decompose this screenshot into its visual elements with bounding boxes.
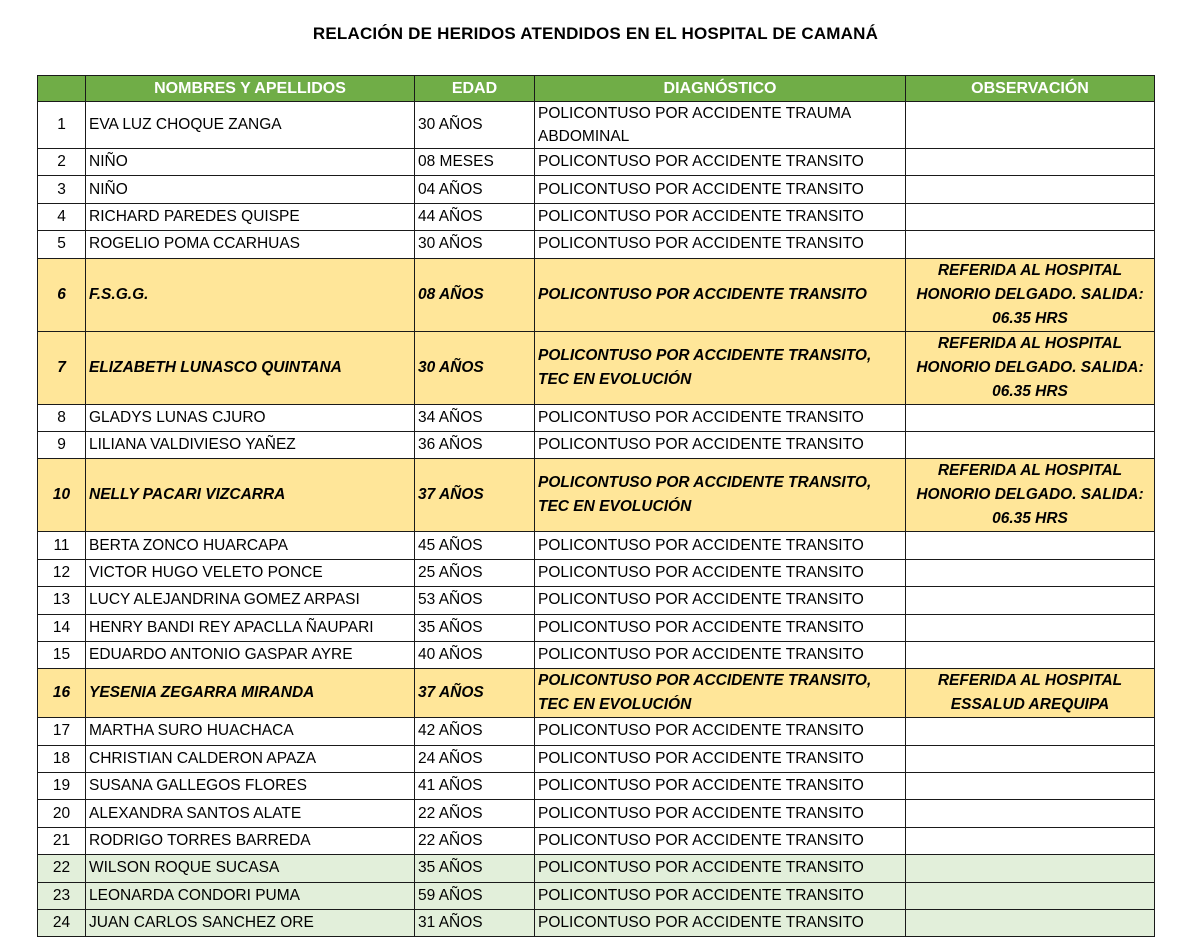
cell-name: F.S.G.G. <box>86 258 415 331</box>
table-row <box>38 669 1155 718</box>
cell-num: 21 <box>38 827 86 854</box>
cell-diagnosis: POLICONTUSO POR ACCIDENTE TRANSITO <box>535 827 906 854</box>
cell-observation <box>906 855 1155 882</box>
cell-diagnosis: POLICONTUSO POR ACCIDENTE TRANSITO <box>535 203 906 230</box>
cell-num: 5 <box>38 231 86 258</box>
cell-num: 11 <box>38 532 86 559</box>
cell-observation: REFERIDA AL HOSPITAL HONORIO DELGADO. SALIDA: 06.35 HRS <box>906 331 1155 404</box>
table-row <box>38 149 1155 176</box>
cell-diagnosis: POLICONTUSO POR ACCIDENTE TRANSITO <box>535 559 906 586</box>
table-row <box>38 258 1155 331</box>
header-observation: OBSERVACIÓN <box>906 76 1155 102</box>
cell-name: BERTA ZONCO HUARCAPA <box>86 532 415 559</box>
cell-observation <box>906 587 1155 614</box>
table-row <box>38 559 1155 586</box>
cell-age: 37 AÑOS <box>415 669 535 718</box>
table-row <box>38 910 1155 937</box>
cell-observation <box>906 910 1155 937</box>
cell-name: VICTOR HUGO VELETO PONCE <box>86 559 415 586</box>
cell-observation <box>906 614 1155 641</box>
cell-name: MARTHA SURO HUACHACA <box>86 718 415 745</box>
cell-num: 16 <box>38 669 86 718</box>
header-num <box>38 76 86 102</box>
cell-observation: REFERIDA AL HOSPITAL HONORIO DELGADO. SALIDA: 06.35 HRS <box>906 459 1155 532</box>
cell-name: JUAN CARLOS SANCHEZ ORE <box>86 910 415 937</box>
page-title: RELACIÓN DE HERIDOS ATENDIDOS EN EL HOSPITAL DE CAMANÁ <box>312 24 879 43</box>
cell-num: 17 <box>38 718 86 745</box>
cell-observation <box>906 404 1155 431</box>
cell-age: 08 MESES <box>415 149 535 176</box>
cell-name: GLADYS LUNAS CJURO <box>86 404 415 431</box>
cell-diagnosis: POLICONTUSO POR ACCIDENTE TRAUMA ABDOMINAL <box>535 102 906 149</box>
cell-diagnosis: POLICONTUSO POR ACCIDENTE TRANSITO <box>535 800 906 827</box>
cell-name: EDUARDO ANTONIO GASPAR AYRE <box>86 641 415 668</box>
cell-name: RICHARD PAREDES QUISPE <box>86 203 415 230</box>
cell-num: 9 <box>38 431 86 458</box>
cell-age: 08 AÑOS <box>415 258 535 331</box>
cell-name: ALEXANDRA SANTOS ALATE <box>86 800 415 827</box>
cell-name: NELLY PACARI VIZCARRA <box>86 459 415 532</box>
cell-age: 22 AÑOS <box>415 800 535 827</box>
cell-diagnosis: POLICONTUSO POR ACCIDENTE TRANSITO, TEC EN EVOLUCIÓN <box>535 331 906 404</box>
cell-num: 15 <box>38 641 86 668</box>
cell-name: HENRY BANDI REY APACLLA ÑAUPARI <box>86 614 415 641</box>
table-row <box>38 532 1155 559</box>
header-name: NOMBRES Y APELLIDOS <box>86 76 415 102</box>
cell-age: 44 AÑOS <box>415 203 535 230</box>
cell-observation <box>906 231 1155 258</box>
cell-num: 10 <box>38 459 86 532</box>
cell-age: 41 AÑOS <box>415 773 535 800</box>
cell-num: 24 <box>38 910 86 937</box>
cell-diagnosis: POLICONTUSO POR ACCIDENTE TRANSITO <box>535 773 906 800</box>
header-diagnosis: DIAGNÓSTICO <box>535 76 906 102</box>
table-row <box>38 587 1155 614</box>
cell-num: 2 <box>38 149 86 176</box>
cell-num: 14 <box>38 614 86 641</box>
cell-age: 22 AÑOS <box>415 827 535 854</box>
cell-num: 20 <box>38 800 86 827</box>
table-row <box>38 745 1155 772</box>
cell-diagnosis: POLICONTUSO POR ACCIDENTE TRANSITO <box>535 231 906 258</box>
cell-name: ROGELIO POMA CCARHUAS <box>86 231 415 258</box>
table-row <box>38 331 1155 404</box>
cell-num: 23 <box>38 882 86 909</box>
table-row <box>38 203 1155 230</box>
cell-age: 30 AÑOS <box>415 331 535 404</box>
table-header-row <box>38 76 1155 102</box>
cell-observation <box>906 431 1155 458</box>
cell-name: CHRISTIAN CALDERON APAZA <box>86 745 415 772</box>
cell-num: 8 <box>38 404 86 431</box>
cell-diagnosis: POLICONTUSO POR ACCIDENTE TRANSITO, TEC EN EVOLUCIÓN <box>535 669 906 718</box>
table-row <box>38 773 1155 800</box>
cell-name: RODRIGO TORRES BARREDA <box>86 827 415 854</box>
cell-diagnosis: POLICONTUSO POR ACCIDENTE TRANSITO <box>535 587 906 614</box>
cell-diagnosis: POLICONTUSO POR ACCIDENTE TRANSITO <box>535 176 906 203</box>
cell-age: 36 AÑOS <box>415 431 535 458</box>
cell-observation <box>906 149 1155 176</box>
cell-num: 18 <box>38 745 86 772</box>
cell-age: 31 AÑOS <box>415 910 535 937</box>
table-row <box>38 102 1155 149</box>
cell-observation <box>906 773 1155 800</box>
cell-age: 04 AÑOS <box>415 176 535 203</box>
cell-name: ELIZABETH LUNASCO QUINTANA <box>86 331 415 404</box>
cell-observation <box>906 800 1155 827</box>
cell-diagnosis: POLICONTUSO POR ACCIDENTE TRANSITO <box>535 149 906 176</box>
cell-num: 19 <box>38 773 86 800</box>
cell-diagnosis: POLICONTUSO POR ACCIDENTE TRANSITO <box>535 641 906 668</box>
cell-observation <box>906 827 1155 854</box>
cell-diagnosis: POLICONTUSO POR ACCIDENTE TRANSITO <box>535 882 906 909</box>
cell-age: 53 AÑOS <box>415 587 535 614</box>
cell-num: 13 <box>38 587 86 614</box>
cell-name: EVA LUZ CHOQUE ZANGA <box>86 102 415 149</box>
cell-age: 35 AÑOS <box>415 614 535 641</box>
cell-num: 4 <box>38 203 86 230</box>
cell-age: 37 AÑOS <box>415 459 535 532</box>
cell-diagnosis: POLICONTUSO POR ACCIDENTE TRANSITO <box>535 614 906 641</box>
cell-age: 40 AÑOS <box>415 641 535 668</box>
table-row <box>38 718 1155 745</box>
table-row <box>38 614 1155 641</box>
header-age: EDAD <box>415 76 535 102</box>
cell-diagnosis: POLICONTUSO POR ACCIDENTE TRANSITO <box>535 745 906 772</box>
cell-age: 42 AÑOS <box>415 718 535 745</box>
cell-observation <box>906 532 1155 559</box>
cell-num: 12 <box>38 559 86 586</box>
cell-diagnosis: POLICONTUSO POR ACCIDENTE TRANSITO <box>535 718 906 745</box>
cell-age: 45 AÑOS <box>415 532 535 559</box>
cell-name: WILSON ROQUE SUCASA <box>86 855 415 882</box>
cell-observation <box>906 882 1155 909</box>
cell-name: YESENIA ZEGARRA MIRANDA <box>86 669 415 718</box>
table-row <box>38 404 1155 431</box>
table-row <box>38 800 1155 827</box>
cell-num: 22 <box>38 855 86 882</box>
cell-observation: REFERIDA AL HOSPITAL HONORIO DELGADO. SALIDA: 06.35 HRS <box>906 258 1155 331</box>
table-row <box>38 231 1155 258</box>
cell-name: LEONARDA CONDORI PUMA <box>86 882 415 909</box>
cell-diagnosis: POLICONTUSO POR ACCIDENTE TRANSITO <box>535 258 906 331</box>
cell-age: 30 AÑOS <box>415 102 535 149</box>
cell-num: 7 <box>38 331 86 404</box>
cell-name: LILIANA VALDIVIESO YAÑEZ <box>86 431 415 458</box>
cell-diagnosis: POLICONTUSO POR ACCIDENTE TRANSITO <box>535 404 906 431</box>
cell-observation <box>906 203 1155 230</box>
table-row <box>38 855 1155 882</box>
table-row <box>38 882 1155 909</box>
cell-num: 1 <box>38 102 86 149</box>
cell-age: 34 AÑOS <box>415 404 535 431</box>
cell-age: 30 AÑOS <box>415 231 535 258</box>
cell-age: 35 AÑOS <box>415 855 535 882</box>
cell-observation <box>906 745 1155 772</box>
cell-name: LUCY ALEJANDRINA GOMEZ ARPASI <box>86 587 415 614</box>
injured-table <box>37 75 1155 937</box>
cell-diagnosis: POLICONTUSO POR ACCIDENTE TRANSITO <box>535 431 906 458</box>
cell-diagnosis: POLICONTUSO POR ACCIDENTE TRANSITO <box>535 910 906 937</box>
table-row <box>38 641 1155 668</box>
cell-age: 25 AÑOS <box>415 559 535 586</box>
cell-name: SUSANA GALLEGOS FLORES <box>86 773 415 800</box>
cell-observation <box>906 559 1155 586</box>
table-body <box>38 102 1155 937</box>
cell-observation: REFERIDA AL HOSPITAL ESSALUD AREQUIPA <box>906 669 1155 718</box>
table-row <box>38 431 1155 458</box>
cell-diagnosis: POLICONTUSO POR ACCIDENTE TRANSITO, TEC EN EVOLUCIÓN <box>535 459 906 532</box>
cell-age: 24 AÑOS <box>415 745 535 772</box>
table-row <box>38 176 1155 203</box>
table-row <box>38 459 1155 532</box>
cell-diagnosis: POLICONTUSO POR ACCIDENTE TRANSITO <box>535 855 906 882</box>
cell-observation <box>906 718 1155 745</box>
cell-diagnosis: POLICONTUSO POR ACCIDENTE TRANSITO <box>535 532 906 559</box>
cell-name: NIÑO <box>86 176 415 203</box>
cell-age: 59 AÑOS <box>415 882 535 909</box>
cell-num: 6 <box>38 258 86 331</box>
cell-observation <box>906 102 1155 149</box>
table-row <box>38 827 1155 854</box>
cell-name: NIÑO <box>86 149 415 176</box>
cell-observation <box>906 176 1155 203</box>
cell-num: 3 <box>38 176 86 203</box>
cell-observation <box>906 641 1155 668</box>
